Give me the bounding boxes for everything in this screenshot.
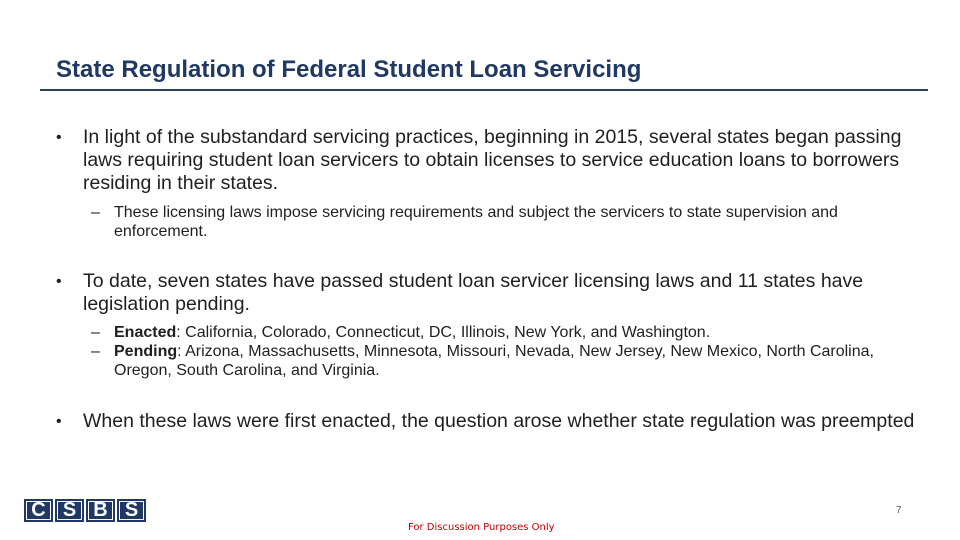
bullet-marker: •	[56, 129, 62, 146]
sub-bullet-list	[56, 323, 916, 380]
logo-letter: C	[24, 499, 53, 522]
sub-bullet-text: These licensing laws impose servicing requirements and subject the servicers to state supervision and enforcement.	[114, 204, 838, 240]
bullet-text: To date, seven states have passed student loan servicer licensing laws and 11 states have legislation pending.	[83, 270, 864, 315]
bullet-marker: •	[56, 413, 62, 430]
logo-letter: B	[86, 499, 115, 522]
sub-bullet-text: : California, Colorado, Connecticut, DC, Illinois, New York, and Washington.	[176, 324, 711, 341]
sub-bullet-label: Pending	[114, 343, 178, 360]
bullet-text: In light of the substandard servicing practices, beginning in 2015, several states began passing laws requiring student loan servicers to obtain licenses to service education loans to borrowers residing in their states.	[83, 126, 902, 194]
sub-bullet-item-enacted	[56, 323, 916, 342]
sub-bullet-label: Enacted	[114, 324, 177, 341]
sub-bullet-item-pending	[56, 342, 916, 380]
sub-bullet-list	[56, 203, 916, 241]
page-number: 7	[896, 505, 902, 516]
logo-letter: S	[117, 499, 146, 522]
bullet-item	[56, 270, 916, 316]
title-divider	[40, 89, 928, 91]
bullet-marker: •	[56, 273, 62, 290]
slide-body	[56, 126, 916, 433]
csbs-logo	[24, 499, 146, 522]
sub-bullet-item	[56, 203, 916, 241]
bullet-item	[56, 410, 916, 433]
dash-marker: –	[91, 324, 100, 341]
dash-marker: –	[91, 343, 100, 360]
logo-letter: S	[55, 499, 84, 522]
bullet-text: When these laws were first enacted, the question arose whether state regulation was preempted	[83, 410, 915, 432]
sub-bullet-text: : Arizona, Massachusetts, Minnesota, Missouri, Nevada, New Jersey, New Mexico, North Carolina, Oregon, South Carolina, and Virginia.	[114, 343, 874, 379]
footer-note: For Discussion Purposes Only	[408, 522, 555, 533]
slide-title: State Regulation of Federal Student Loan Servicing	[56, 56, 642, 83]
dash-marker: –	[91, 204, 100, 221]
bullet-item	[56, 126, 916, 195]
